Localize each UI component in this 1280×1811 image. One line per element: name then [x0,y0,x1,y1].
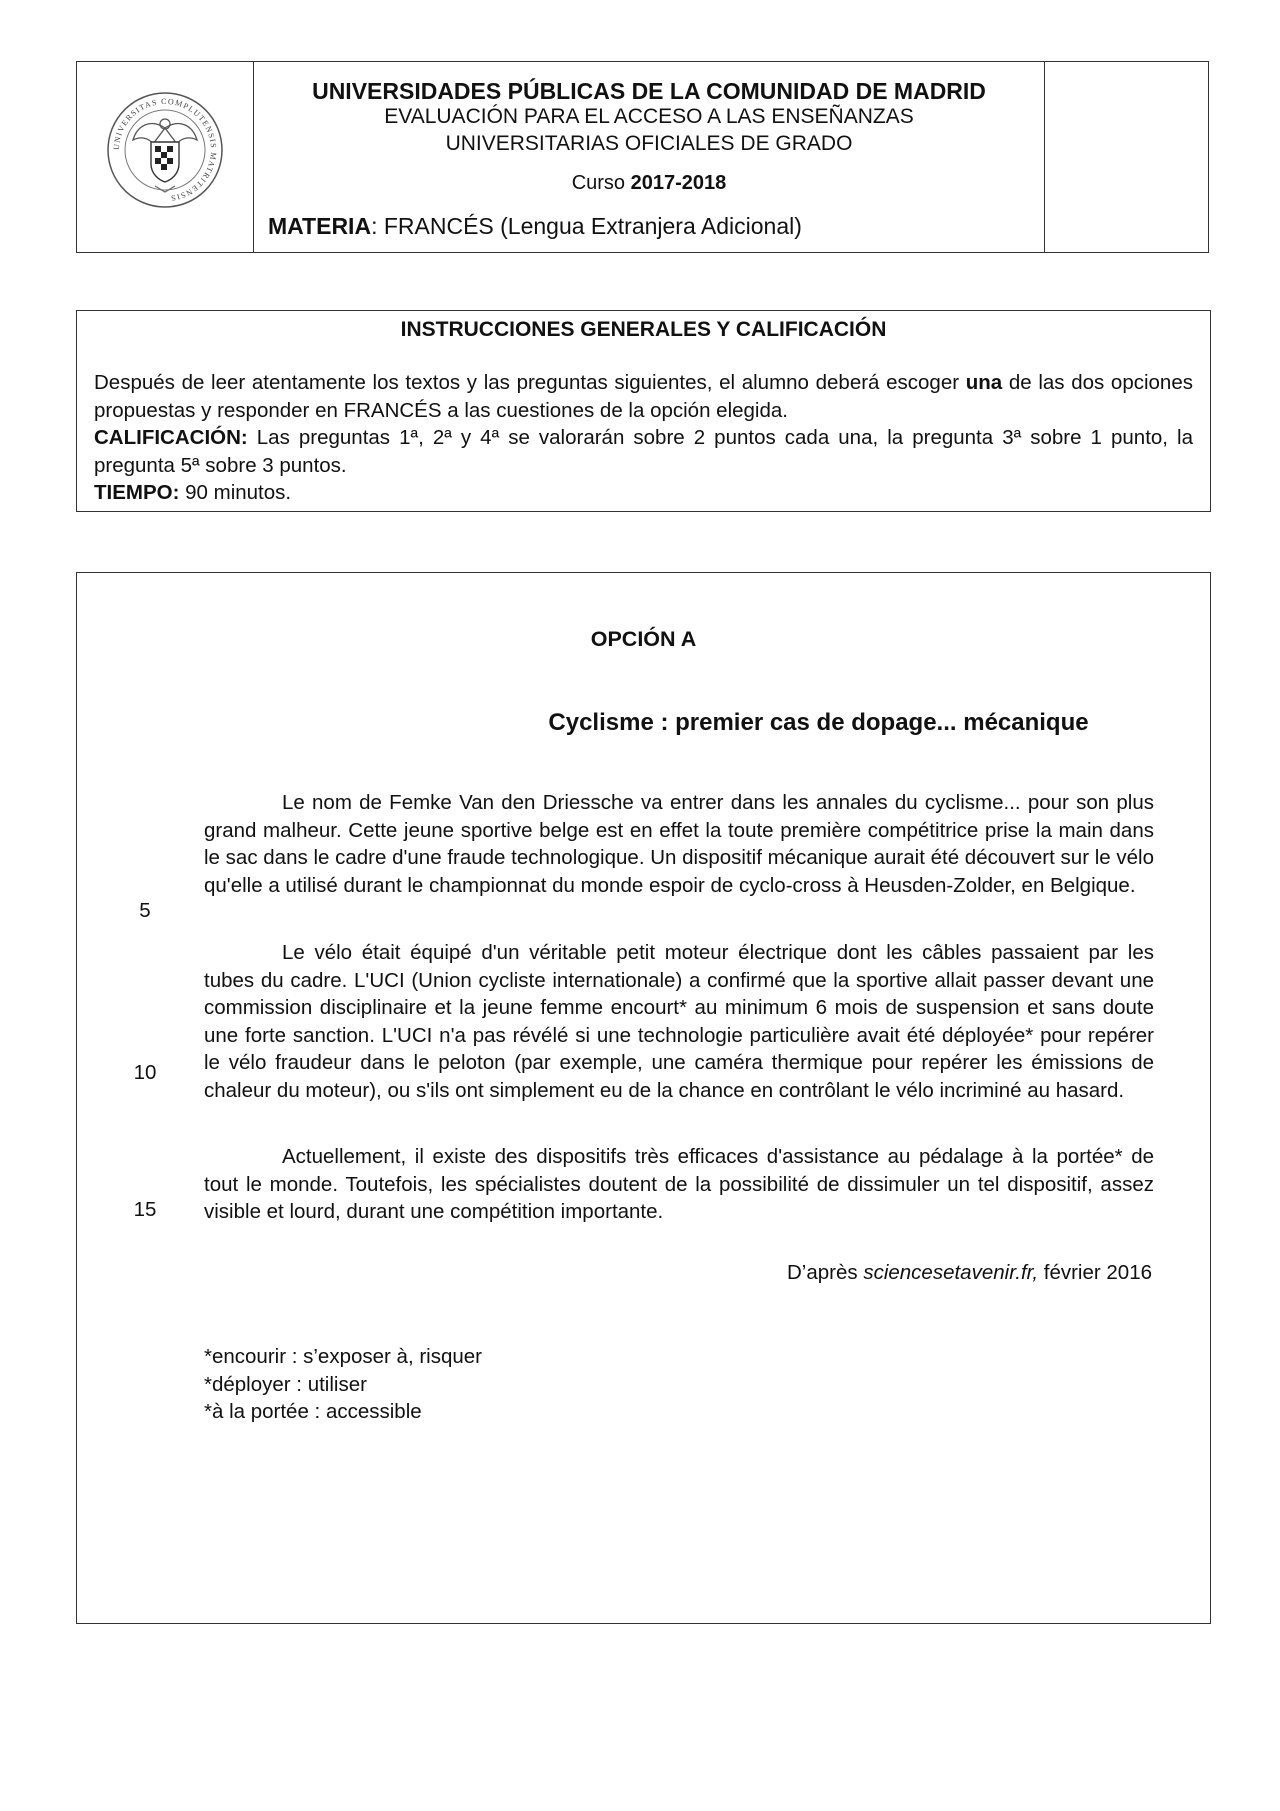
paragraph-text: Le nom de Femke Van den Driessche va entrer dans les annales du cyclisme... pour son plus grand malheur. Cette jeune sportive belge est en effet la toute première compétitrice prise la main dans le sac dans le cadre d'une fraude technologique. Un dispositif mécanique aurait été découvert sur le vélo qu'elle a utilisé durant le championnat du monde espoir de cyclo-cross à Heusden-Zolder, en Belgique. [204,791,1154,897]
subject-line [268,213,802,240]
course-year: 2017-2018 [630,172,727,194]
evaluation-line-1: EVALUACIÓN PARA EL ACCESO A LAS ENSEÑANZAS [384,105,914,128]
glossary-note: *encourir : s’exposer à, risquer [204,1345,483,1368]
line-number-5: 5 [139,899,151,922]
article-paragraph-3 [204,1143,1154,1226]
article-source [787,1261,1152,1285]
source-date: février 2016 [1038,1261,1152,1284]
evaluation-line-2: UNIVERSITARIAS OFICIALES DE GRADO [445,132,853,155]
university-title: UNIVERSIDADES PÚBLICAS DE LA COMUNIDAD DE MADRID [312,78,986,104]
university-seal-logo [105,88,225,212]
time-text: 90 minutos. [179,481,292,504]
glossary-notes [204,1343,482,1426]
course-label: Curso [571,172,626,194]
source-site: sciencesetavenir.fr, [863,1261,1039,1284]
grading-paragraph [94,424,1193,479]
paragraph-text: Actuellement, il existe des dispositifs très efficaces d'assistance au pédalage à la portée* de tout le monde. Toutefois, les spécialistes doutent de la possibilité de dissimuler un tel dispositif, assez visible et lourd, durant une compétition importante. [204,1145,1154,1223]
subject-label: MATERIA [268,213,372,239]
exam-header [76,61,1209,253]
source-prefix: D’après [786,1261,864,1284]
glossary-note: *déployer : utiliser [204,1372,367,1396]
instructions-paragraph [94,369,1193,424]
course-line [254,172,1044,195]
time-paragraph [94,479,1193,507]
grading-label: CALIFICACIÓN: [94,426,248,449]
time-label: TIEMPO: [94,481,180,504]
article-paragraph-1 [204,789,1154,899]
article-paragraph-2 [204,939,1154,1104]
instructions-box [76,310,1211,512]
instructions-text: Después de leer atentamente los textos y las preguntas siguientes, el alumno deberá escoger [94,371,966,394]
instructions-emphasis: una [965,371,1003,394]
glossary-note: *à la portée : accessible [204,1400,422,1423]
line-number-15: 15 [133,1198,157,1221]
grading-text: Las preguntas 1ª, 2ª y 4ª se valorarán sobre 2 puntos cada una, la pregunta 3ª sobre 1 punto, la pregunta 5ª sobre 3 puntos. [94,426,1193,477]
article-title: Cyclisme : premier cas de dopage... mécanique [548,709,1089,736]
option-title: OPCIÓN A [590,627,697,651]
logo-cell [77,62,254,252]
subject-value: : FRANCÉS (Lengua Extranjera Adicional) [371,213,802,239]
svg-text:UNIVERSITAS COMPLUTENSIS MATRI: UNIVERSITAS COMPLUTENSIS MATRITENSIS [111,96,219,203]
instructions-title: INSTRUCCIONES GENERALES Y CALIFICACIÓN [400,318,887,341]
header-empty-cell [1044,62,1208,252]
instructions-body [94,369,1193,507]
header-title-cell [254,62,1044,252]
line-number-10: 10 [133,1061,157,1084]
instructions-text: de las dos opciones propuestas y responder en FRANCÉS a las cuestiones de la opción elegida. [94,371,1193,422]
paragraph-text: Le vélo était équipé d'un véritable petit moteur électrique dont les câbles passaient par les tubes du cadre. L'UCI (Union cycliste internationale) a confirmé que la sportive allait passer devant une commission disciplinaire et la jeune femme encourt* au minimum 6 mois de suspension et sans doute une forte sanction. L'UCI n'a pas révélé si une technologie particulière avait été déployée* pour repérer le vélo fraudeur dans le peloton (par exemple, une caméra thermique pour repérer les émissions de chaleur du moteur), ou s'ils ont simplement eu de la chance en contrôlant le vélo incriminé au hasard. [204,941,1154,1102]
option-a-box [76,572,1211,1624]
